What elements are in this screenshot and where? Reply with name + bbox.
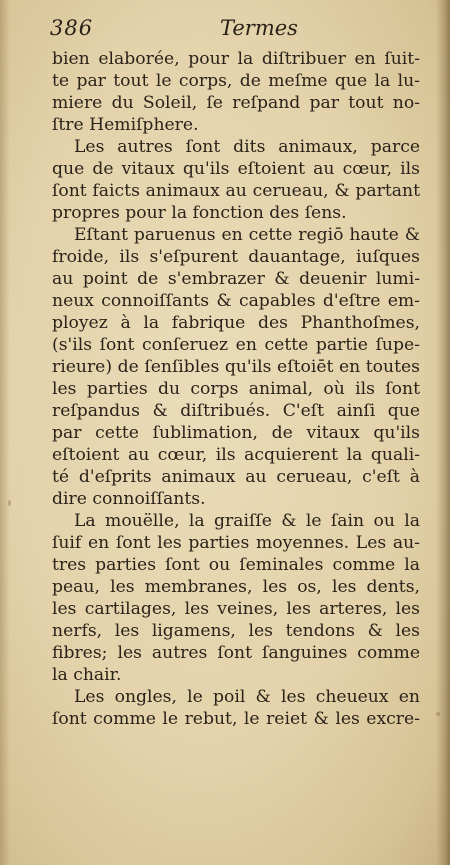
text-line: Les ongles, le poil & les cheueux en: [74, 687, 420, 707]
text-line: Les autres ſont dits animaux, parce: [74, 137, 420, 157]
text-line: ſuif en ſont les parties moyennes. Les au-: [52, 533, 420, 553]
page-left-shadow: [0, 0, 10, 865]
text-line: ſtre Hemiſphere.: [52, 115, 199, 135]
text-line: ſont faicts animaux au cerueau, & partant: [52, 181, 420, 201]
running-title: Termes: [220, 16, 298, 40]
text-line: la chair.: [52, 665, 122, 685]
text-line: te par tout le corps, de meſme que la lu-: [52, 71, 420, 91]
text-line: La mouëlle, la graiſſe & le ſain ou la: [74, 511, 420, 531]
running-head: [50, 16, 390, 46]
paper-foxing-spot: [8, 500, 11, 506]
text-line: ſont comme le rebut, le reiet & les excre-: [52, 709, 420, 729]
page-gutter-shadow: [436, 0, 450, 865]
body-text: [52, 48, 420, 730]
text-line: que de vitaux qu'ils eſtoient au cœur, ils: [52, 159, 420, 179]
text-line: té d'eſprits animaux au cerueau, c'eſt à: [52, 467, 420, 487]
text-line: froide, ils s'eſpurent dauantage, iuſques: [52, 247, 420, 267]
text-line: tres parties ſont ou ſeminales comme la: [52, 555, 420, 575]
text-line: par cette ſublimation, de vitaux qu'ils: [52, 423, 420, 443]
text-line: bien elaborée, pour la diſtribuer en ſuit-: [52, 49, 420, 69]
text-line: nerfs, les ligamens, les tendons & les: [52, 621, 420, 641]
text-line: propres pour la fonction des ſens.: [52, 203, 347, 223]
text-line: rieure) de ſenſibles qu'ils eſtoiēt en toutes: [52, 357, 420, 377]
page-number: 386: [50, 16, 94, 40]
text-line: les parties du corps animal, où ils ſont: [52, 379, 420, 399]
paper-foxing-spot: [436, 712, 440, 716]
text-line: peau, les membranes, les os, les dents,: [52, 577, 420, 597]
text-line: dire connoiſſants.: [52, 489, 206, 509]
text-line: fibres; les autres ſont ſanguines comme: [52, 643, 420, 663]
text-line: reſpandus & diſtribués. C'eſt ainſi que: [52, 401, 420, 421]
text-line: miere du Soleil, ſe reſpand par tout no-: [52, 93, 420, 113]
text-line: au point de s'embrazer & deuenir lumi-: [52, 269, 420, 289]
text-line: les cartilages, les veines, les arteres, les: [52, 599, 420, 619]
text-line: ployez à la fabrique des Phanthoſmes,: [52, 313, 420, 333]
text-line: neux connoiſſants & capables d'eſtre em-: [52, 291, 420, 311]
text-line: Eſtant paruenus en cette regiō haute &: [74, 225, 420, 245]
text-line: eſtoient au cœur, ils acquierent la quali-: [52, 445, 420, 465]
text-line: (s'ils ſont conſeruez en cette partie ſupe-: [52, 335, 420, 355]
